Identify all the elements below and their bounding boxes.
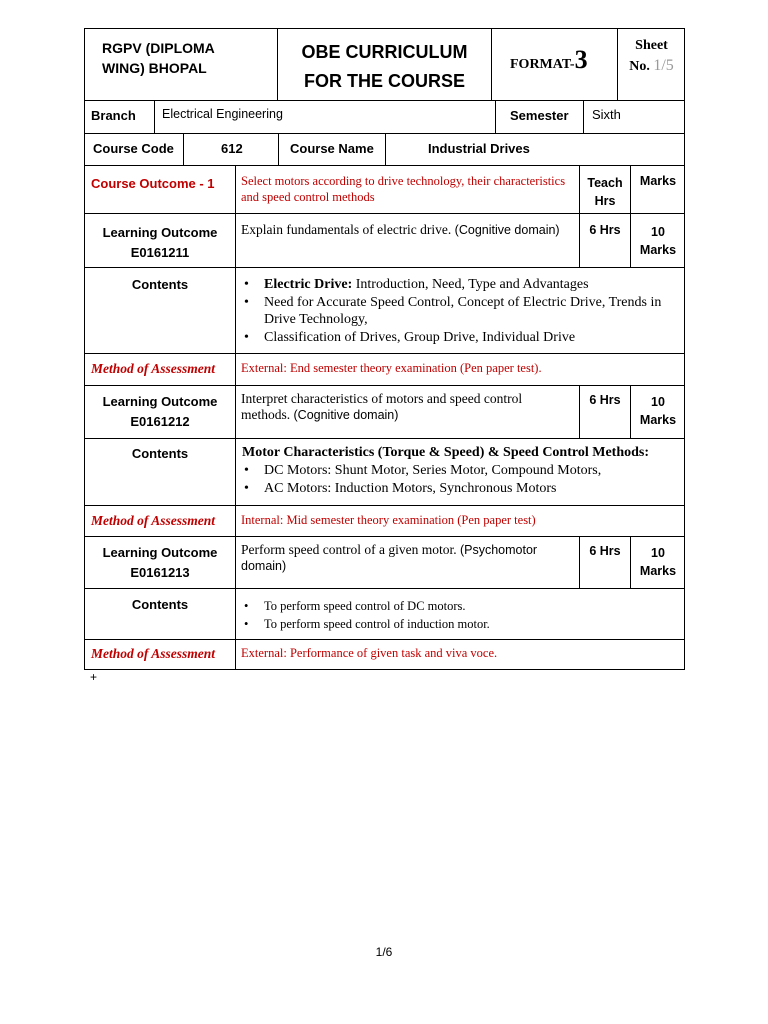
course-outcome-row bbox=[84, 166, 685, 214]
branch-value: Electrical Engineering bbox=[154, 101, 495, 133]
contents-list bbox=[235, 439, 686, 505]
learning-outcome-label: Learning Outcome E0161213 bbox=[102, 545, 218, 580]
page-number: 1/6 bbox=[375, 945, 393, 959]
list-item: • AC Motors: Induction Motors, Synchronous Motors bbox=[236, 480, 678, 498]
learning-outcome-text: Explain fundamentals of electric drive. (Cognitive domain) bbox=[235, 214, 579, 267]
sheet-value: 1/5 bbox=[653, 57, 674, 74]
hours-value: 6 Hrs bbox=[579, 214, 630, 267]
list-item: • Classification of Drives, Group Drive, Individual Drive bbox=[236, 329, 678, 347]
contents-list bbox=[235, 589, 686, 639]
method-of-assessment-row bbox=[84, 506, 685, 537]
hours-value: 6 Hrs bbox=[579, 386, 630, 438]
learning-outcome-row bbox=[84, 537, 685, 589]
moa-label: Method of Assessment bbox=[91, 513, 216, 528]
list-item: • To perform speed control of induction motor. bbox=[236, 615, 678, 633]
sheet-number: Sheet No. 1/5 bbox=[617, 29, 685, 100]
contents-label: Contents bbox=[131, 446, 189, 461]
course-name-value: Industrial Drives bbox=[385, 134, 685, 165]
format-number: 3 bbox=[574, 45, 588, 74]
moa-text: External: Performance of given task and viva voce. bbox=[235, 640, 686, 669]
contents-row bbox=[84, 589, 685, 640]
contents-row bbox=[84, 439, 685, 506]
marks-value: 10 Marks bbox=[630, 214, 685, 267]
learning-outcome-label: Learning Outcome E0161212 bbox=[102, 394, 218, 429]
learning-outcome-row bbox=[84, 214, 685, 268]
semester-value: Sixth bbox=[583, 101, 685, 133]
contents-label: Contents bbox=[131, 277, 189, 292]
branch-row bbox=[84, 101, 685, 134]
list-item: • Need for Accurate Speed Control, Concept of Electric Drive, Trends in Drive Technology, bbox=[236, 294, 678, 329]
teach-hrs-header: Teach Hrs bbox=[579, 166, 630, 213]
contents-label: Contents bbox=[131, 597, 189, 612]
learning-outcome-text: Interpret characteristics of motors and speed control methods. (Cognitive domain) bbox=[235, 386, 579, 438]
moa-label: Method of Assessment bbox=[91, 361, 216, 376]
marks-value: 10 Marks bbox=[630, 537, 685, 588]
marks-header: Marks bbox=[630, 166, 685, 213]
course-row bbox=[84, 134, 685, 166]
learning-outcome-row bbox=[84, 386, 685, 439]
method-of-assessment-row bbox=[84, 640, 685, 670]
learning-outcome-label: Learning Outcome E0161211 bbox=[102, 225, 218, 260]
document-title: OBE CURRICULUM FOR THE COURSE bbox=[277, 29, 491, 100]
branch-label: Branch bbox=[91, 108, 136, 123]
contents-row bbox=[84, 268, 685, 354]
semester-label: Semester bbox=[495, 101, 583, 133]
course-outcome-text: Select motors according to drive technology, their characteristics and speed control methods bbox=[235, 166, 579, 213]
plus-mark: + bbox=[90, 670, 98, 684]
list-item: • DC Motors: Shunt Motor, Series Motor, Compound Motors, bbox=[236, 462, 678, 480]
course-code-label: Course Code bbox=[93, 141, 174, 156]
contents-list bbox=[235, 268, 686, 353]
moa-text: External: End semester theory examination (Pen paper test). bbox=[235, 354, 686, 385]
course-name-label: Course Name bbox=[278, 134, 385, 165]
method-of-assessment-row bbox=[84, 354, 685, 386]
course-code-value: 612 bbox=[183, 134, 278, 165]
list-item: • Electric Drive: Introduction, Need, Type and Advantages bbox=[236, 276, 678, 294]
list-item: • To perform speed control of DC motors. bbox=[236, 597, 678, 615]
hours-value: 6 Hrs bbox=[579, 537, 630, 588]
header-row bbox=[84, 28, 685, 101]
contents-heading: Motor Characteristics (Torque & Speed) & Speed Control Methods: bbox=[242, 445, 650, 460]
moa-label: Method of Assessment bbox=[91, 646, 216, 661]
marks-value: 10 Marks bbox=[630, 386, 685, 438]
moa-text: Internal: Mid semester theory examination (Pen paper test) bbox=[235, 506, 686, 536]
learning-outcome-text: Perform speed control of a given motor. (Psychomotor domain) bbox=[235, 537, 579, 588]
institute-name: RGPV (DIPLOMA WING) BHOPAL bbox=[102, 40, 215, 76]
course-outcome-label: Course Outcome - 1 bbox=[91, 176, 215, 191]
format-label: FORMAT-3 bbox=[491, 29, 617, 100]
